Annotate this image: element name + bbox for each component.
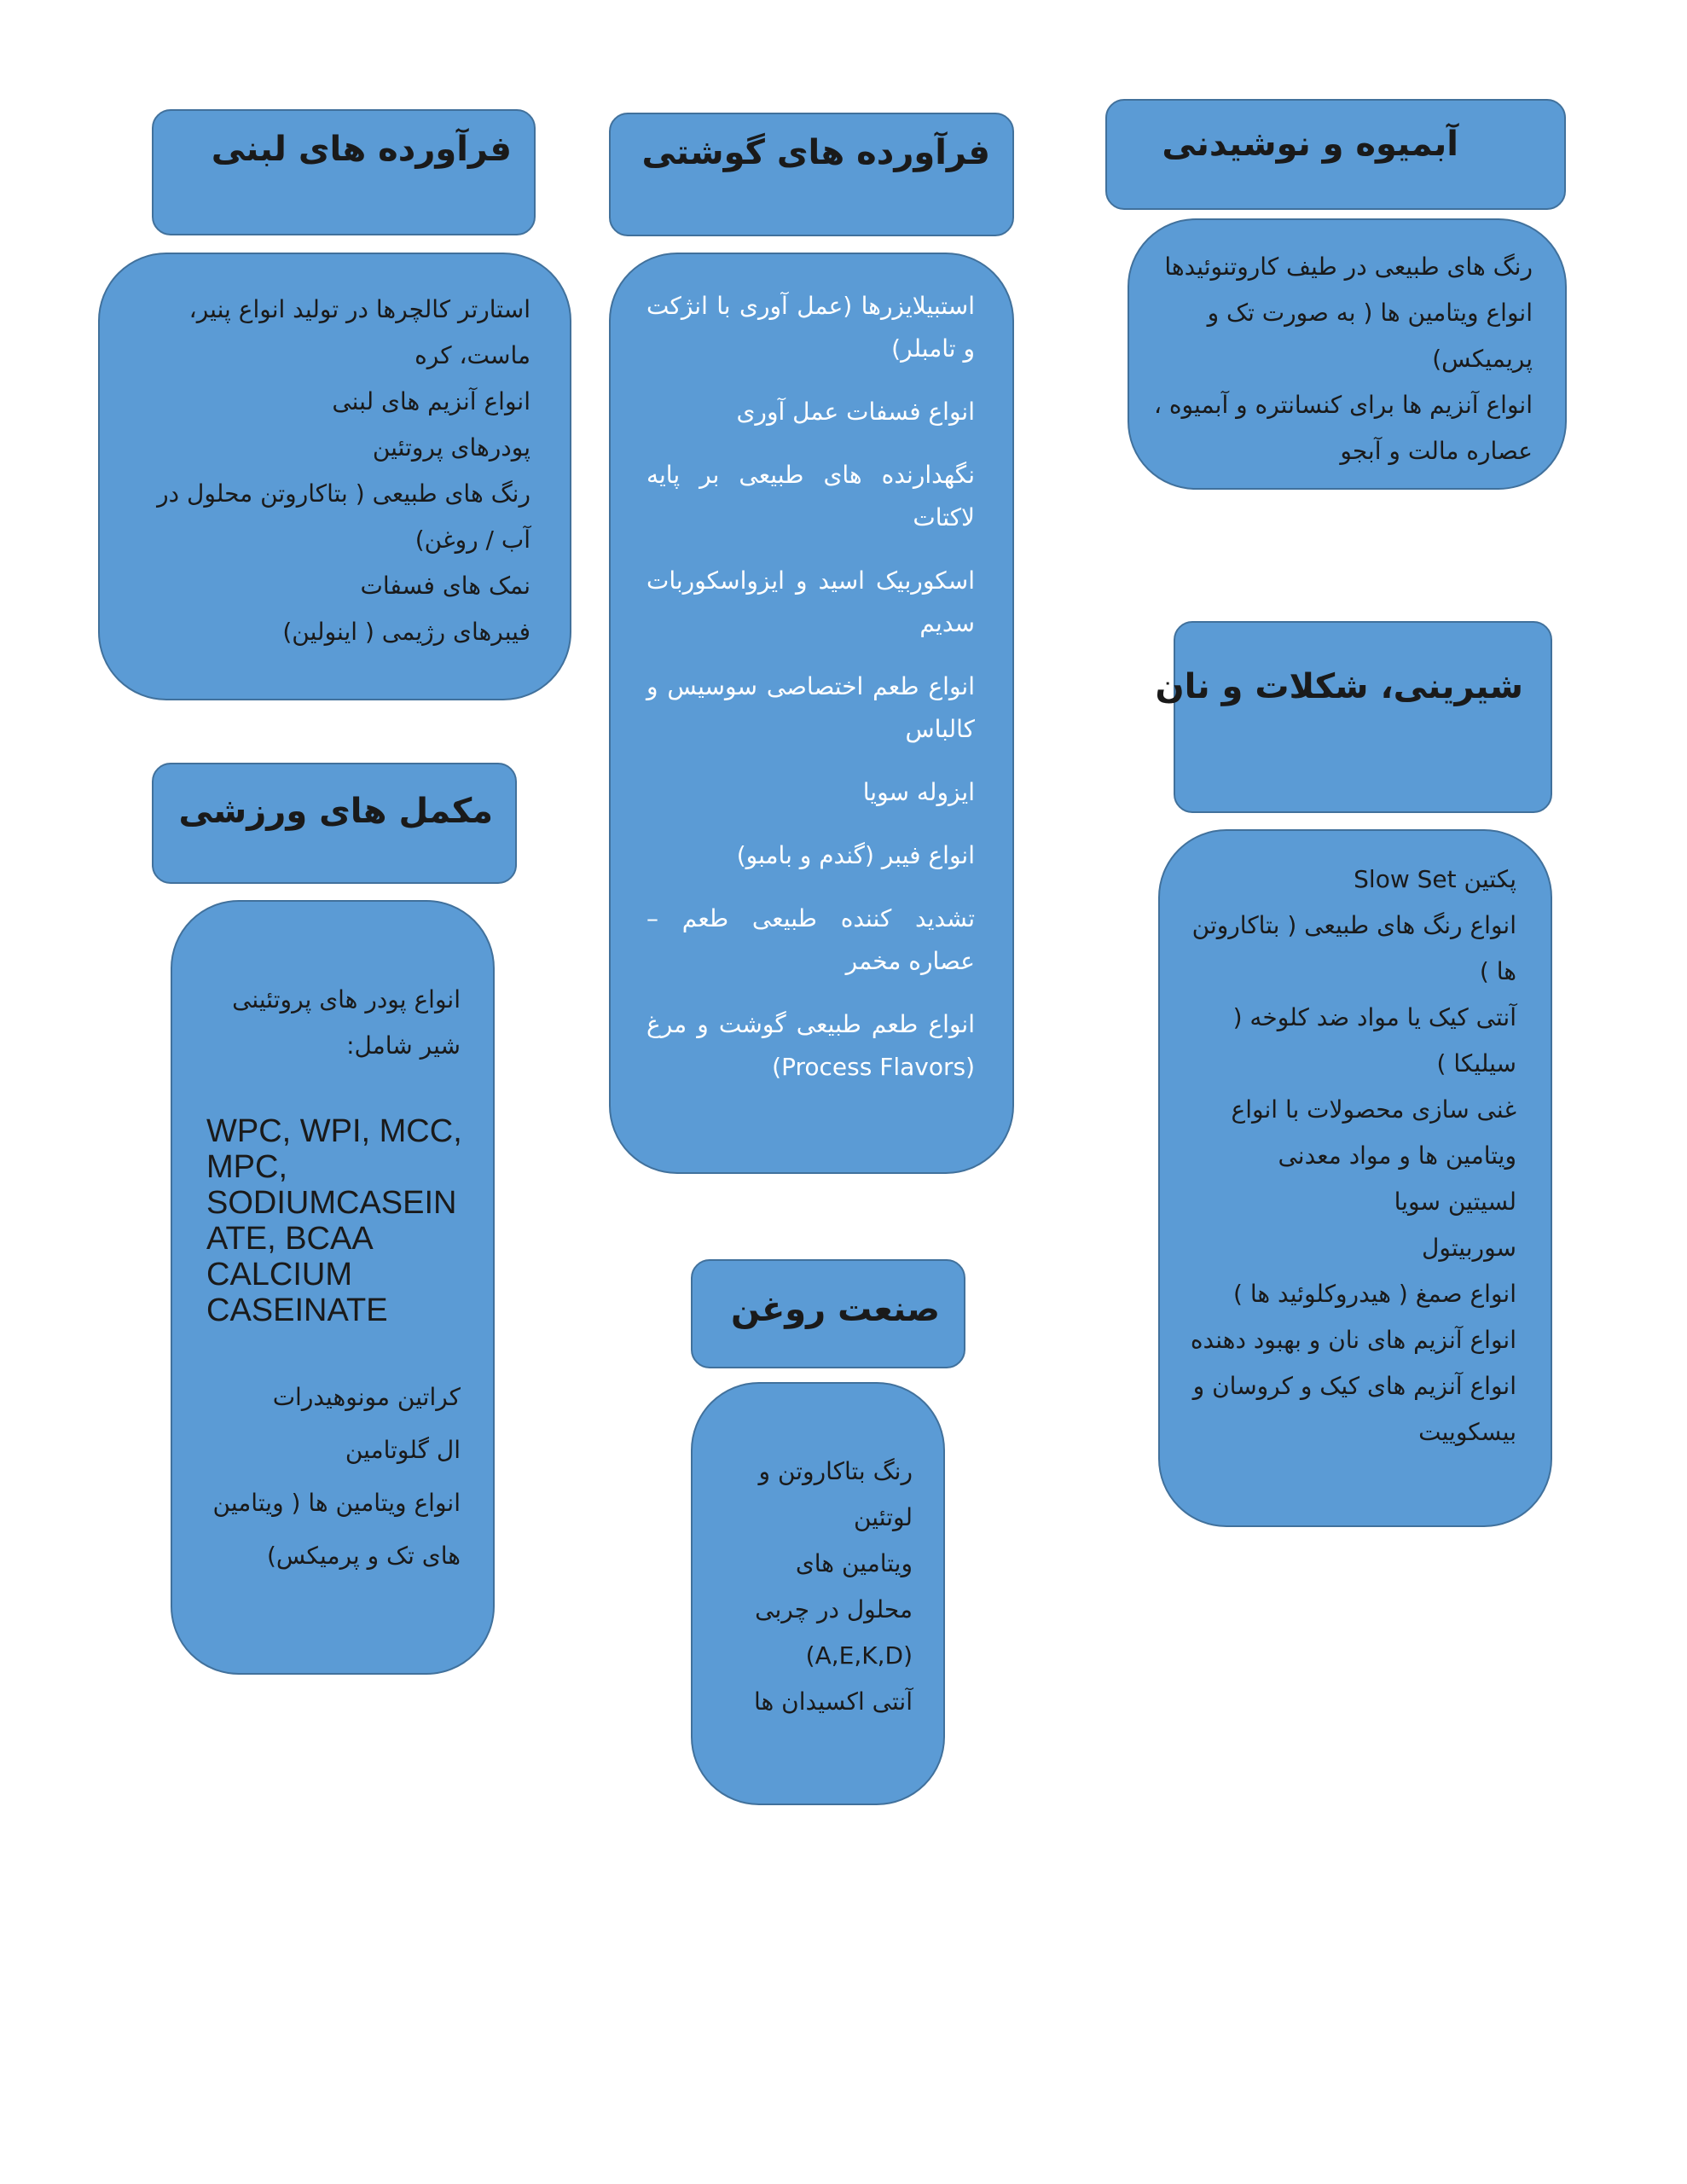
list-item: کراتین مونوهیدرات [272, 1383, 461, 1411]
oil-items-list [729, 1449, 913, 1725]
list-item: سوربیتول [1422, 1234, 1516, 1262]
list-item: انواع فسفات عمل آوری [736, 398, 975, 426]
sports-items-list [196, 1371, 461, 1583]
list-item: استارتر کالچرها در تولید انواع پنیر، ماست، کره [188, 295, 530, 369]
sweets-title: شیرینی، شکلات و نان [1155, 667, 1523, 706]
list-item: تشدید کننده طبیعی طعم – عصاره مخمر [646, 904, 975, 975]
list-item: انواع آنزیم های نان و بهبود دهنده [1190, 1326, 1516, 1354]
sports-header-box [152, 763, 517, 884]
list-item: انواع ویتامین ها ( به صورت تک و پریمیکس) [1207, 299, 1533, 373]
dairy-header-box [152, 109, 536, 235]
juice-items-list [1149, 244, 1533, 474]
list-item: انواع طعم اختصاصی سوسیس و کالباس [646, 672, 975, 743]
list-item: پودرهای پروتئین [372, 433, 530, 462]
sweets-content-box [1158, 829, 1552, 1527]
list-item: رنگ های طبیعی ( بتاکاروتن محلول در آب / روغن) [157, 479, 530, 554]
oil-title: صنعت روغن [730, 1290, 940, 1329]
oil-content-box [691, 1382, 945, 1805]
dairy-title: فرآورده های لبنی [211, 130, 512, 169]
list-item: انواع ویتامین ها ( ویتامین های تک و پرمیکس) [212, 1489, 461, 1570]
sports-intro: انواع پودر های پروتئینی شیر شامل: [232, 985, 461, 1060]
sports-content-box [171, 900, 495, 1675]
list-item: انواع فیبر (گندم و بامبو) [736, 841, 975, 869]
sports-title: مکمل های ورزشی [178, 792, 493, 831]
list-item: انواع رنگ های طبیعی ( بتاکاروتن ها ) [1191, 911, 1516, 985]
sweets-items-list [1171, 857, 1516, 1455]
list-item: ال گلوتامین [345, 1436, 461, 1464]
list-item: انواع آنزیم های لبنی [332, 387, 530, 415]
meat-items-list [646, 285, 975, 1109]
oil-header-box [691, 1259, 965, 1368]
meat-content-box [609, 253, 1014, 1174]
list-item: آنتی اکسیدان ها [753, 1687, 913, 1716]
list-item: غنی سازی محصولات با انواع ویتامین ها و مواد معدنی [1231, 1095, 1516, 1170]
list-item: ایزوله سویا [862, 778, 975, 806]
list-item: استبیلایزرها (عمل آوری با انژکت و تامبلر) [646, 292, 975, 363]
list-item: رنگ های طبیعی در طیف کاروتنوئیدها [1164, 253, 1533, 281]
juice-header-box [1105, 99, 1566, 210]
list-item: انواع صمغ ( هیدروکلوئید ها ) [1233, 1280, 1516, 1308]
dairy-content-box [98, 253, 571, 700]
sweets-header-box [1155, 621, 1552, 813]
list-item: نگهدارنده های طبیعی بر پایه لاکتات [646, 461, 975, 531]
list-item: نمک های فسفات [360, 572, 530, 600]
list-item: لسیتین سویا [1394, 1188, 1516, 1216]
list-item: انواع آنزیم های کیک و کروسان و بیسکوییت [1192, 1372, 1516, 1446]
juice-title: آبمیوه و نوشیدنی [1162, 125, 1458, 164]
list-item: اسکوربیک اسید و ایزواسکوربات سدیم [646, 566, 975, 637]
list-item: انواع طعم طبیعی گوشت و مرغ (Process Flavors) [646, 1010, 975, 1081]
sports-latin-list: WPC, WPI, MCC, MPC, SODIUMCASEIN ATE, BCAA CALCIUM CASEINATE [206, 1113, 462, 1328]
list-item: رنگ بتاکاروتن و لوتئین [758, 1457, 913, 1531]
dairy-items-list [155, 287, 530, 655]
meat-title: فرآورده های گوشتی [641, 133, 990, 172]
juice-content-box [1128, 218, 1567, 490]
list-item: پکتین Slow Set [1354, 865, 1516, 893]
list-item: ویتامین های محلول در چربی (A,E,K,D) [755, 1549, 913, 1670]
list-item: انواع آنزیم ها برای کنسانتره و آبمیوه ، عصاره مالت و آبجو [1153, 391, 1533, 465]
list-item: فیبرهای رژیمی ( اینولین) [282, 618, 530, 646]
list-item: آنتی کیک یا مواد ضد کلوخه ( سیلیکا ) [1232, 1003, 1516, 1077]
meat-header-box [609, 113, 1014, 236]
